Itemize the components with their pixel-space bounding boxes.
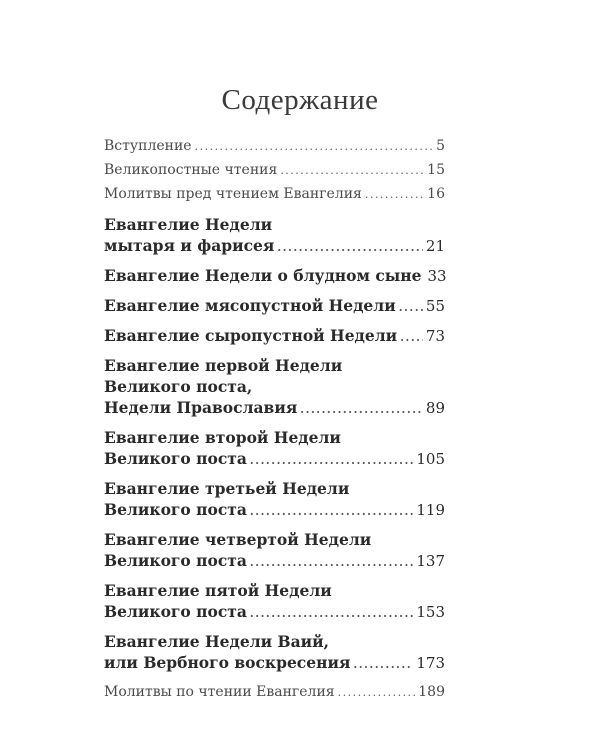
toc-entry-line (104, 427, 445, 448)
toc-entry-title: Евангелие мясопустной Недели (104, 296, 396, 315)
toc-dot-leader (365, 184, 424, 205)
toc-dot-leader (277, 237, 423, 258)
toc-entry-title: Великого поста (104, 602, 247, 621)
toc-entry-title: Великого поста (104, 551, 247, 570)
toc-entry-title: Молитвы по чтении Евангелия (104, 684, 335, 700)
toc-entry-title: Евангелие первой Недели (104, 356, 343, 375)
toc-page-number: 119 (416, 501, 445, 519)
toc-entry-title: Евангелие четвертой Недели (104, 530, 372, 549)
toc-page-number: 5 (436, 138, 445, 154)
toc-dot-leader (399, 297, 423, 318)
toc-entry-title: Великого поста, (104, 377, 253, 396)
toc-entry[interactable] (104, 295, 445, 316)
toc-entry-title: или Вербного воскресения (104, 653, 351, 672)
toc-dot-leader (338, 682, 416, 703)
toc-page-number: 89 (425, 399, 445, 417)
toc-entry-line (104, 235, 445, 256)
toc-entry-line (104, 652, 445, 673)
toc-entry-line (104, 376, 445, 397)
toc-dot-leader (195, 136, 434, 157)
toc-entry-line (104, 214, 445, 235)
toc-entry-line (104, 550, 445, 571)
toc-dot-leader (400, 327, 423, 348)
toc-entry[interactable] (104, 136, 445, 157)
toc-entry-title: Молитвы пред чтением Евангелия (104, 186, 362, 202)
toc-entry[interactable] (104, 265, 445, 286)
toc-entry[interactable] (104, 325, 445, 346)
toc-page-number: 73 (425, 327, 445, 345)
toc-entry[interactable] (104, 580, 445, 622)
toc-entry-line (104, 160, 445, 181)
toc-entry-title: Евангелие сыропустной Недели (104, 326, 398, 345)
toc-entry-line (104, 184, 445, 205)
toc-entry-title: Евангелие Недели Ваий, (104, 632, 330, 651)
toc-entry[interactable] (104, 631, 445, 673)
toc-entry-line (104, 478, 445, 499)
toc-page-number: 16 (427, 186, 445, 202)
toc-page-number: 33 (427, 267, 447, 285)
toc-page-number: 189 (418, 684, 445, 700)
toc-dot-leader (250, 450, 413, 471)
toc-entry-line (104, 355, 445, 376)
toc-entry-line (104, 295, 445, 316)
table-of-contents (104, 136, 445, 706)
toc-dot-leader (250, 552, 413, 573)
toc-entry-line (104, 265, 445, 286)
toc-dot-leader (353, 654, 413, 675)
toc-entry[interactable] (104, 160, 445, 181)
toc-page-number: 15 (427, 162, 445, 178)
toc-page-number: 55 (425, 297, 445, 315)
toc-entry-title: Евангелие пятой Недели (104, 581, 332, 600)
toc-entry[interactable] (104, 427, 445, 469)
toc-dot-leader (250, 603, 413, 624)
toc-entry-title: Великопостные чтения (104, 162, 278, 178)
toc-entry-line (104, 682, 445, 703)
toc-entry-line (104, 136, 445, 157)
toc-entry[interactable] (104, 214, 445, 256)
toc-entry-line (104, 448, 445, 469)
page-title: Содержание (221, 84, 379, 116)
toc-entry-line (104, 499, 445, 520)
toc-entry-title: Евангелие Недели (104, 215, 273, 234)
toc-entry[interactable] (104, 478, 445, 520)
toc-entry-line (104, 580, 445, 601)
toc-entry-title: Великого поста (104, 449, 247, 468)
toc-entry-title: Евангелие второй Недели (104, 428, 341, 447)
toc-entry-line (104, 631, 445, 652)
toc-dot-leader (250, 501, 413, 522)
toc-entry-line (104, 325, 445, 346)
toc-entry-title: Недели Православия (104, 398, 298, 417)
toc-entry-line (104, 601, 445, 622)
toc-entry-title: Великого поста (104, 500, 247, 519)
toc-entry-line (104, 529, 445, 550)
toc-entry-title: Вступление (104, 138, 192, 154)
toc-entry-title: мытаря и фарисея (104, 236, 275, 255)
toc-page-number: 173 (416, 654, 445, 672)
toc-dot-leader (300, 399, 423, 420)
toc-page-number: 153 (416, 603, 445, 621)
toc-entry-line (104, 397, 445, 418)
toc-page-number: 21 (425, 237, 445, 255)
toc-entry[interactable] (104, 682, 445, 703)
toc-page-number: 137 (416, 552, 445, 570)
toc-entry[interactable] (104, 529, 445, 571)
toc-entry[interactable] (104, 355, 445, 418)
toc-entry[interactable] (104, 184, 445, 205)
toc-page-number: 105 (416, 450, 445, 468)
toc-entry-title: Евангелие Недели о блудном сыне (104, 266, 422, 285)
toc-entry-title: Евангелие третьей Недели (104, 479, 350, 498)
toc-dot-leader (280, 160, 424, 181)
